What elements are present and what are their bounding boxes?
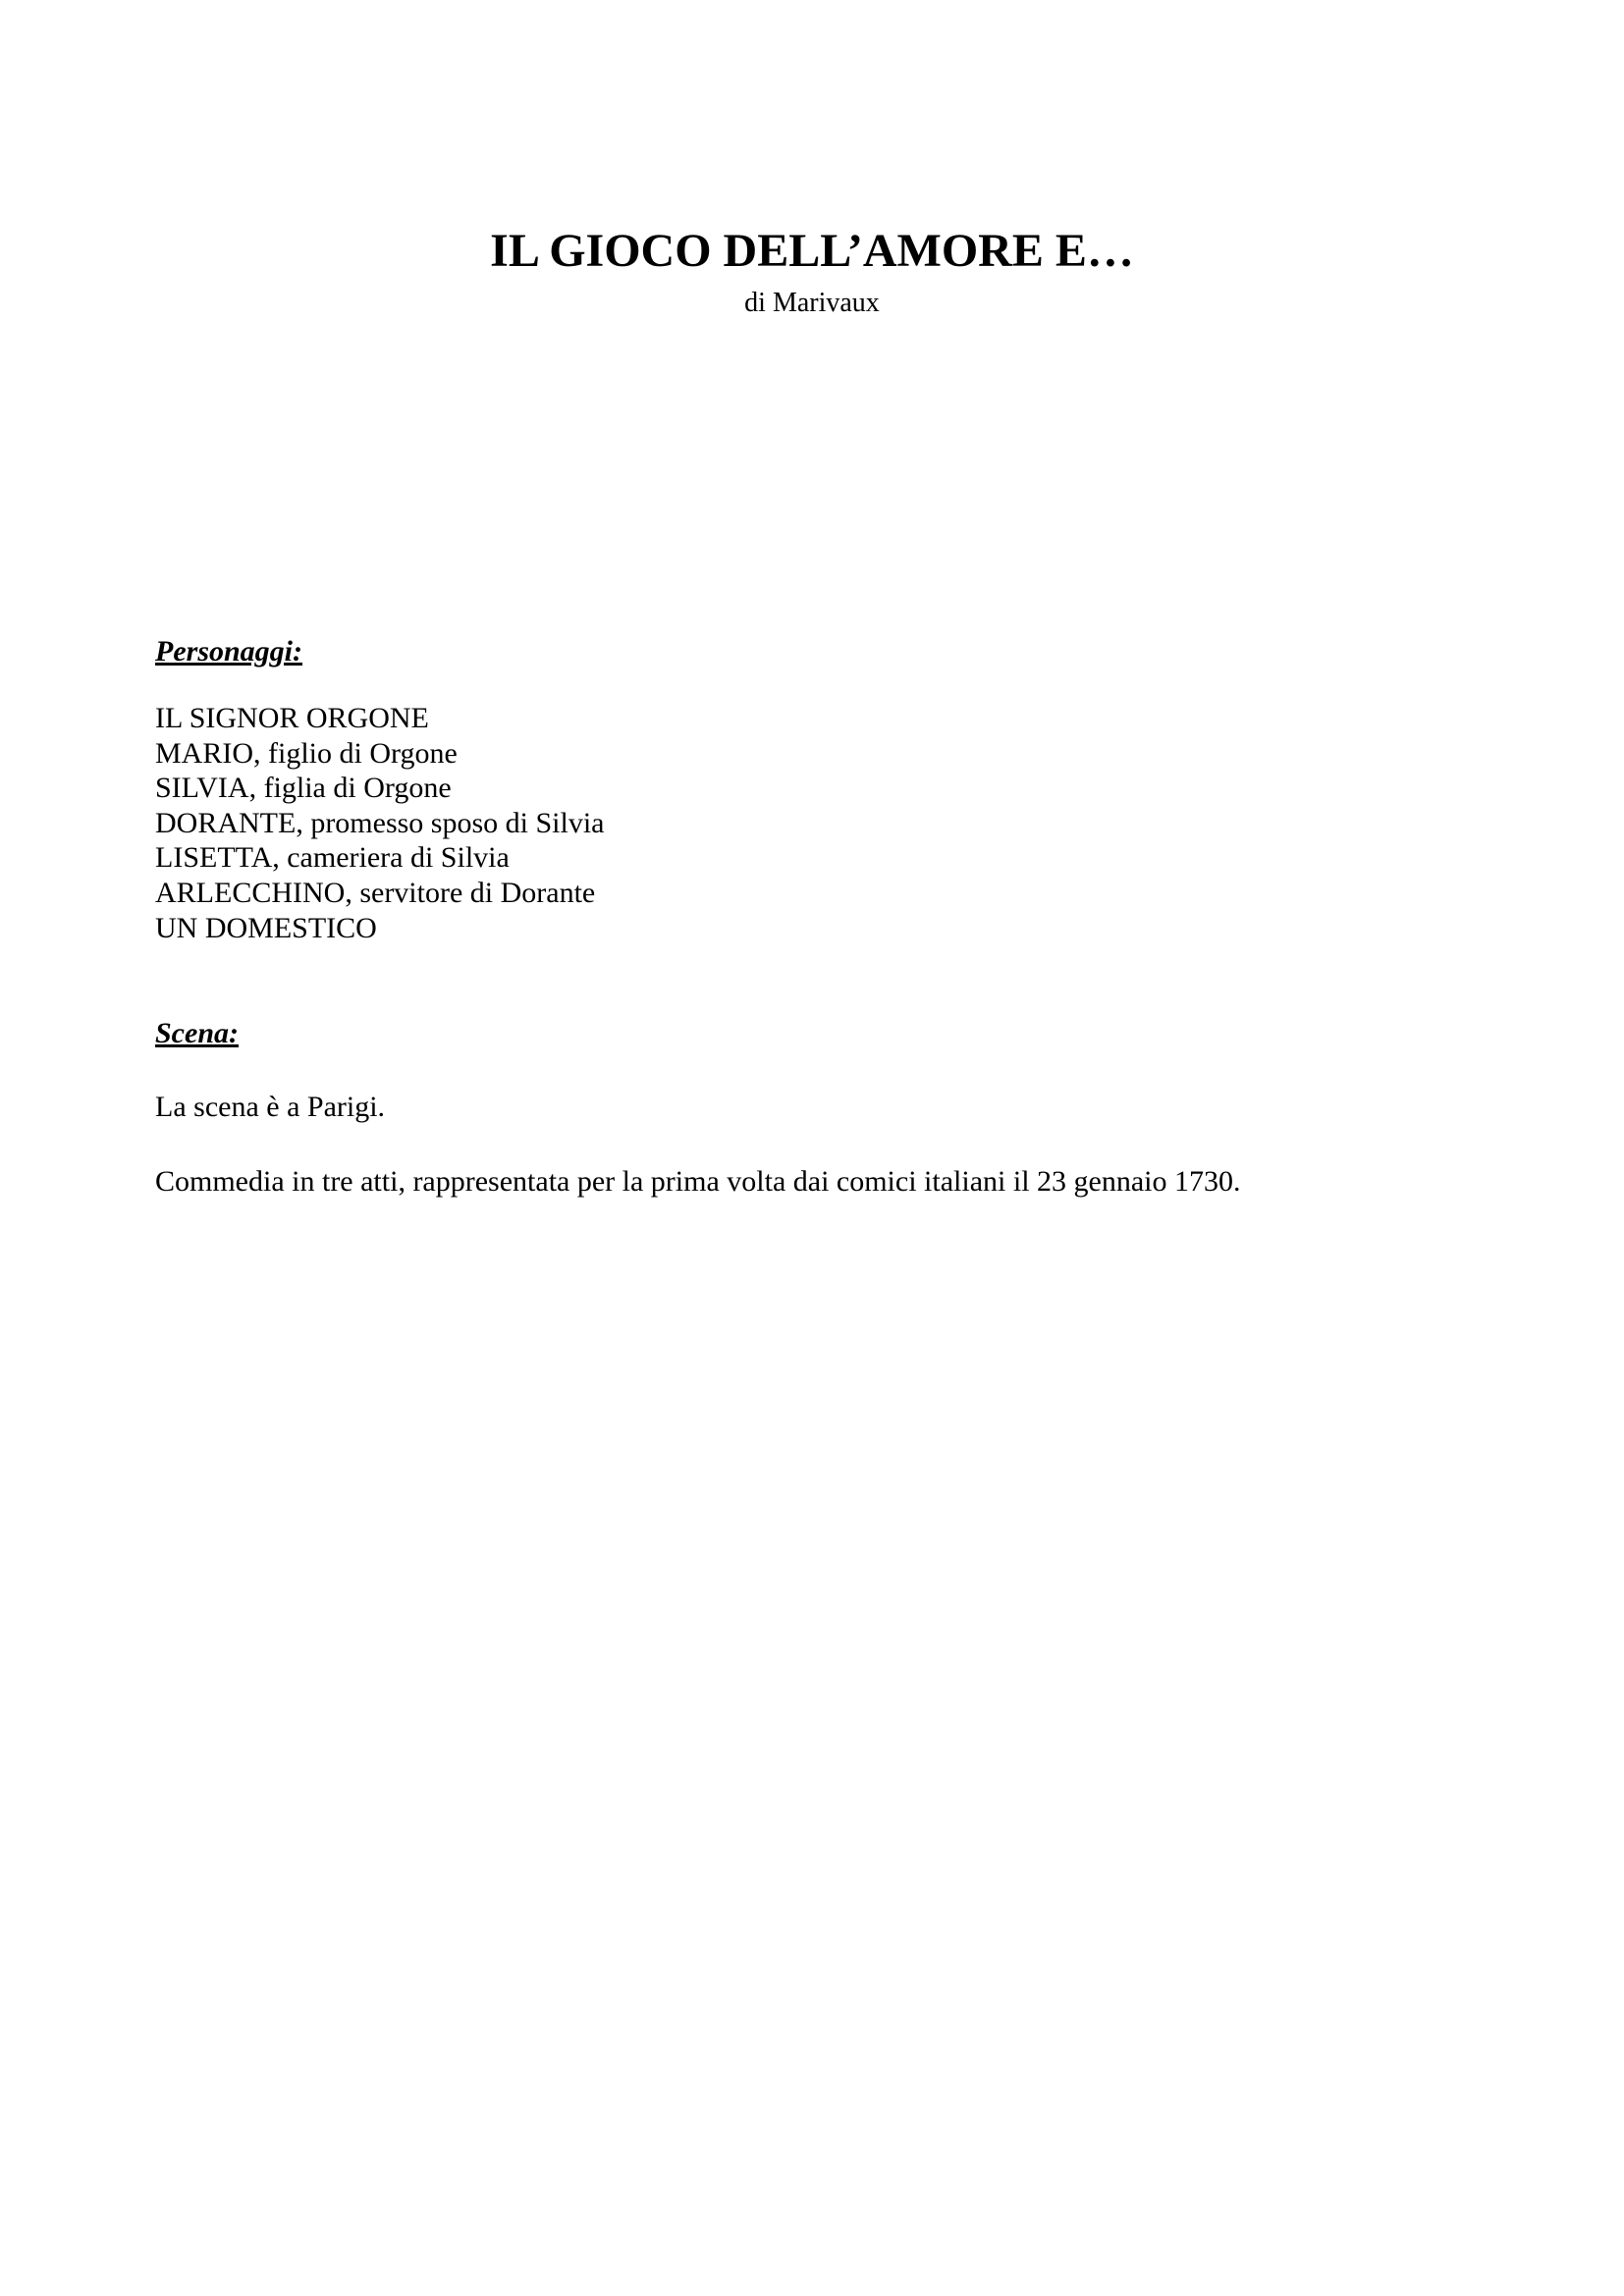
- document-title: IL GIOCO DELL’AMORE E…: [490, 225, 1134, 277]
- character-item: DORANTE, promesso sposo di Silvia: [155, 806, 605, 839]
- scene-heading: Scena:: [155, 1017, 239, 1049]
- character-item: SILVIA, figlia di Orgone: [155, 772, 452, 805]
- author-line: di Marivaux: [744, 288, 880, 318]
- character-item: IL SIGNOR ORGONE: [155, 702, 429, 734]
- character-item: LISETTA, cameriera di Silvia: [155, 841, 510, 875]
- character-item: ARLECCHINO, servitore di Dorante: [155, 876, 596, 909]
- character-item: UN DOMESTICO: [155, 911, 377, 944]
- characters-heading: Personaggi:: [155, 635, 302, 667]
- characters-list: [155, 701, 605, 945]
- play-note: Commedia in tre atti, rappresentata per la prima volta dai comici italiani il 23 gennaio 1730.: [155, 1165, 1241, 1198]
- character-item: MARIO, figlio di Orgone: [155, 736, 458, 770]
- scene-text: La scena è a Parigi.: [155, 1091, 386, 1123]
